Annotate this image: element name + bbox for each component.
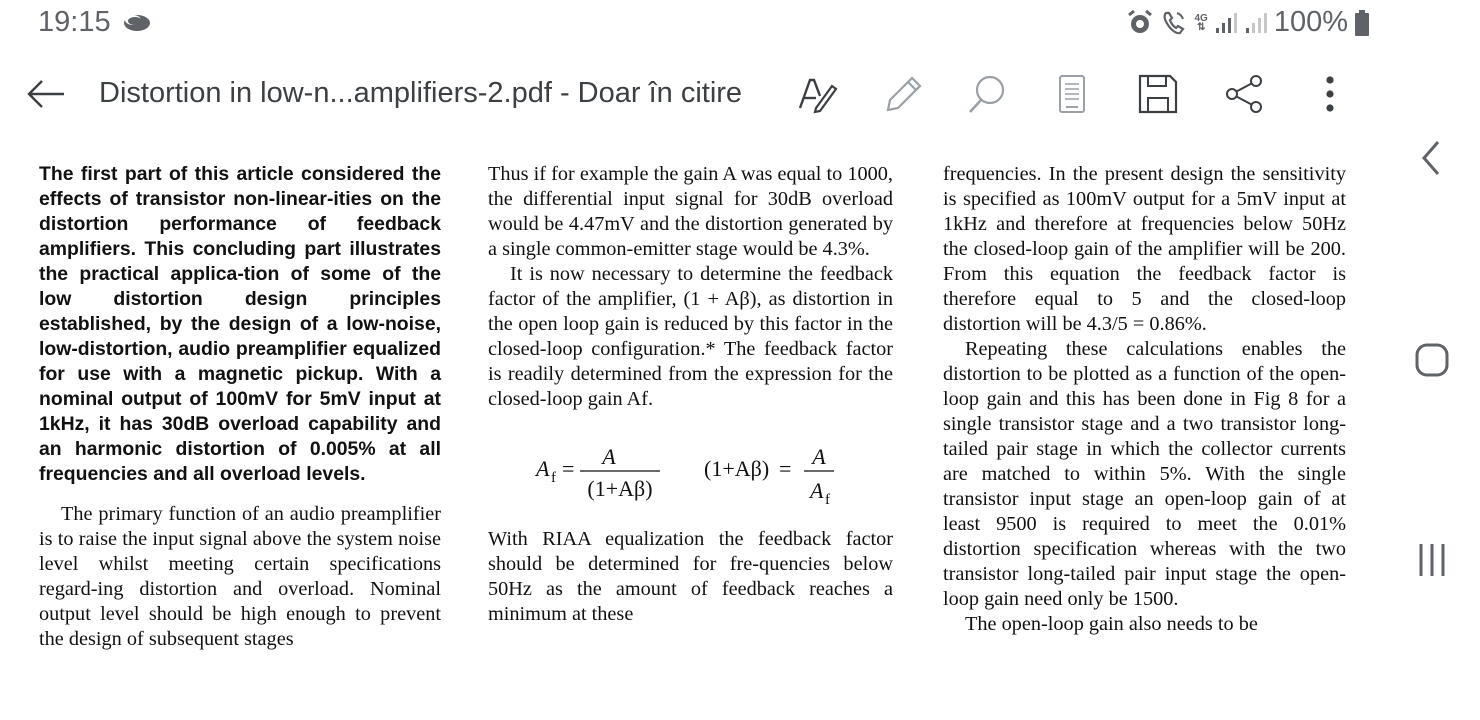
document-title: Distortion in low-n...amplifiers-2.pdf - Doar în citire xyxy=(99,77,743,109)
body-paragraph: Repeating these calculations enables the distortion to be plotted as a function of the open-loop gain and this has been done in Fig 8 for a single transistor stage and a two transistor long-tailed pair stage in which the collector currents are matched to within 5%. With the single transistor input stage an open-loop gain of at least 9500 is required to meet the 0.01% distortion specification whereas with the two transistor long-tailed pair input stage the open-loop gain need only be 1500. xyxy=(943,338,1346,610)
body-paragraph: The primary function of an audio preamplifier is to raise the input signal above the system noise level whilst meeting certain specifications regard-ing distortion and overload. Nominal output level should be high enough to prevent the design of subsequent stages xyxy=(39,503,441,650)
alarm-icon xyxy=(1126,9,1154,37)
network-type-label: 4G ⇅ xyxy=(1194,12,1208,33)
status-time: 19:15 xyxy=(38,6,111,38)
nav-home-icon[interactable] xyxy=(1412,340,1452,380)
svg-text:=: = xyxy=(779,456,792,481)
formula-den2-sub: f xyxy=(825,492,830,508)
reading-mode-icon[interactable] xyxy=(1050,72,1094,116)
body-paragraph: Thus if for example the gain A was equal to 1000, the differential input signal for 30dB overload would be 4.47mV and the distortion generated by a single common-emitter stage would be 4.3%. xyxy=(488,163,893,260)
share-icon[interactable] xyxy=(1222,72,1266,116)
nav-back-icon[interactable] xyxy=(1412,138,1452,178)
body-paragraph: With RIAA equalization the feedback factor should be determined for fre-quencies below 50Hz as the amount of feedback reaches a minimum at these xyxy=(488,528,893,625)
body-paragraph: frequencies. In the present design the sensitivity is specified as 100mV output for a 5mV input at 1kHz and therefore at frequencies below 50Hz the closed-loop gain of the amplifier will be 200. From this equation the feedback factor is therefore equal to 5 and the closed-loop distortion will be 4.3/5 = 0.86%. xyxy=(943,163,1346,335)
formula-lhs2: (1+Aβ) xyxy=(704,456,770,481)
battery-percent: 100% xyxy=(1273,6,1348,38)
app-toolbar xyxy=(0,50,1384,141)
formula-den2: A xyxy=(810,478,824,503)
nav-recents-icon[interactable] xyxy=(1412,540,1452,580)
body-paragraph: It is now necessary to determine the feedback factor of the amplifier, (1 + Aβ), as distortion in the open loop gain is reduced by this factor in the closed-loop configuration.* The feedback factor is readily determined from the expression for the closed-loop gain Af. xyxy=(488,263,893,410)
formula-den1: (1+Aβ) xyxy=(587,476,653,501)
cloud-icon xyxy=(122,12,152,32)
body-paragraph: The open-loop gain also needs to be xyxy=(965,613,1258,635)
formula-lhs1-sub: f xyxy=(551,470,556,486)
column-2 xyxy=(488,162,893,627)
pdf-page[interactable] xyxy=(0,140,1384,720)
signal-strength-icon xyxy=(1214,11,1238,35)
formula-lhs1: A xyxy=(536,456,550,481)
back-arrow-icon[interactable] xyxy=(24,74,68,114)
save-icon[interactable] xyxy=(1136,72,1180,116)
system-nav-bar xyxy=(1384,0,1480,720)
column-3 xyxy=(943,162,1346,637)
column-1 xyxy=(39,162,441,652)
battery-icon xyxy=(1354,9,1370,37)
more-vert-icon[interactable] xyxy=(1308,72,1352,116)
status-bar xyxy=(0,0,1384,50)
status-icons xyxy=(1126,6,1370,39)
formula-num1: A xyxy=(602,444,616,469)
formula-num2: A xyxy=(812,444,826,469)
signal-strength-2-icon xyxy=(1244,11,1268,35)
formula xyxy=(488,426,893,508)
call-icon xyxy=(1160,9,1188,37)
svg-text:=: = xyxy=(562,456,575,481)
pencil-icon[interactable] xyxy=(880,72,924,116)
text-edit-icon[interactable] xyxy=(794,72,838,116)
abstract-paragraph: The first part of this article considered the effects of transistor non-linear-ities on the distortion performance of feedback amplifiers. This concluding part illustrates the practical applica-tion of some of the low distortion design principles established, by the design of a low-noise, low-distortion, audio preamplifier equalized for use with a magnetic pickup. With a nominal output of 100mV for 5mV input at 1kHz, it has 30dB overload capability and an harmonic distortion of 0.005% at all frequencies and all overload levels. xyxy=(39,163,441,485)
search-icon[interactable] xyxy=(966,72,1010,116)
